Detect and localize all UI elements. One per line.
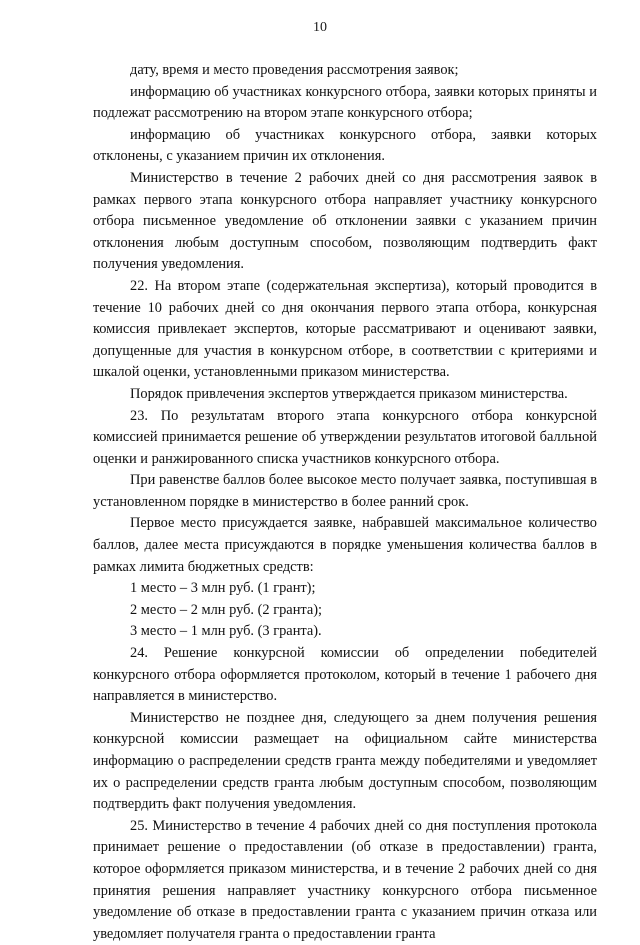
list-item: 1 место – 3 млн руб. (1 грант); — [130, 580, 316, 597]
paragraph: Первое место присуждается заявке, набравшей максимальное количество баллов, далее места присуждаются в порядке уменьшения количества баллов в рамках лимита бюджетных средств: — [93, 515, 597, 575]
paragraph: 24. Решение конкурсной комиссии об определении победителей конкурсного отбора оформляется протоколом, который в течение 1 рабочего дня направляется в министерство. — [93, 645, 597, 705]
paragraph: 25. Министерство в течение 4 рабочих дней со дня поступления протокола принимает решение о предоставлении (об отказе в предоставлении) гранта, которое оформляется приказом министерства, и в течение 2 рабочих дней со дня принятия решения направляет участнику конкурсного отбора письменное уведомление об отказе в предоставлении гранта с указанием причин отказа или уведомляет получателя гранта о предоставлении гранта — [93, 817, 597, 942]
paragraph: Порядок привлечения экспертов утверждается приказом министерства. — [130, 385, 568, 402]
paragraph: дату, время и место проведения рассмотрения заявок; — [130, 62, 459, 78]
paragraph: информацию об участниках конкурсного отбора, заявки которых отклонены, с указанием причин их отклонения. — [93, 126, 597, 165]
paragraph: 23. По результатам второго этапа конкурсного отбора конкурсной комиссией принимается решение об утверждении результатов итоговой балльной оценки и ранжированного списка участников конкурсного отбора. — [93, 407, 597, 467]
paragraph: Министерство в течение 2 рабочих дней со дня рассмотрения заявок в рамках первого этапа конкурсного отбора направляет участнику конкурсного отбора письменное уведомление об отклонении заявки с указанием причин отклонения любым доступным способом, позволяющим подтвердить факт получения уведомления. — [93, 169, 597, 273]
paragraph: информацию об участниках конкурсного отбора, заявки которых приняты и подлежат рассмотрению на втором этапе конкурсного отбора; — [93, 83, 597, 122]
list-item: 3 место – 1 млн руб. (3 гранта). — [130, 623, 322, 640]
paragraph: Министерство не позднее дня, следующего за днем получения решения конкурсной комиссии размещает на официальном сайте министерства информацию о распределении средств гранта между победителями и уведомляет их о распределении средств гранта любым доступным способом, позволяющим подтвердить факт получения уведомления. — [93, 709, 597, 813]
page-number: 10 — [313, 20, 327, 35]
document-body — [93, 60, 597, 945]
list-item: 2 место – 2 млн руб. (2 гранта); — [130, 601, 323, 618]
paragraph: При равенстве баллов более высокое место получает заявка, поступившая в установленном порядке в министерство в более ранний срок. — [93, 472, 597, 510]
paragraph: 22. На втором этапе (содержательная экспертиза), который проводится в течение 10 рабочих дней со дня окончания первого этапа отбора, конкурсная комиссия привлекает экспертов, которые рассматривают и оценивают заявки, допущенные для участия в конкурсном отборе, в соответствии с критериями и шкалой оценки, установленными приказом министерства. — [93, 277, 597, 381]
